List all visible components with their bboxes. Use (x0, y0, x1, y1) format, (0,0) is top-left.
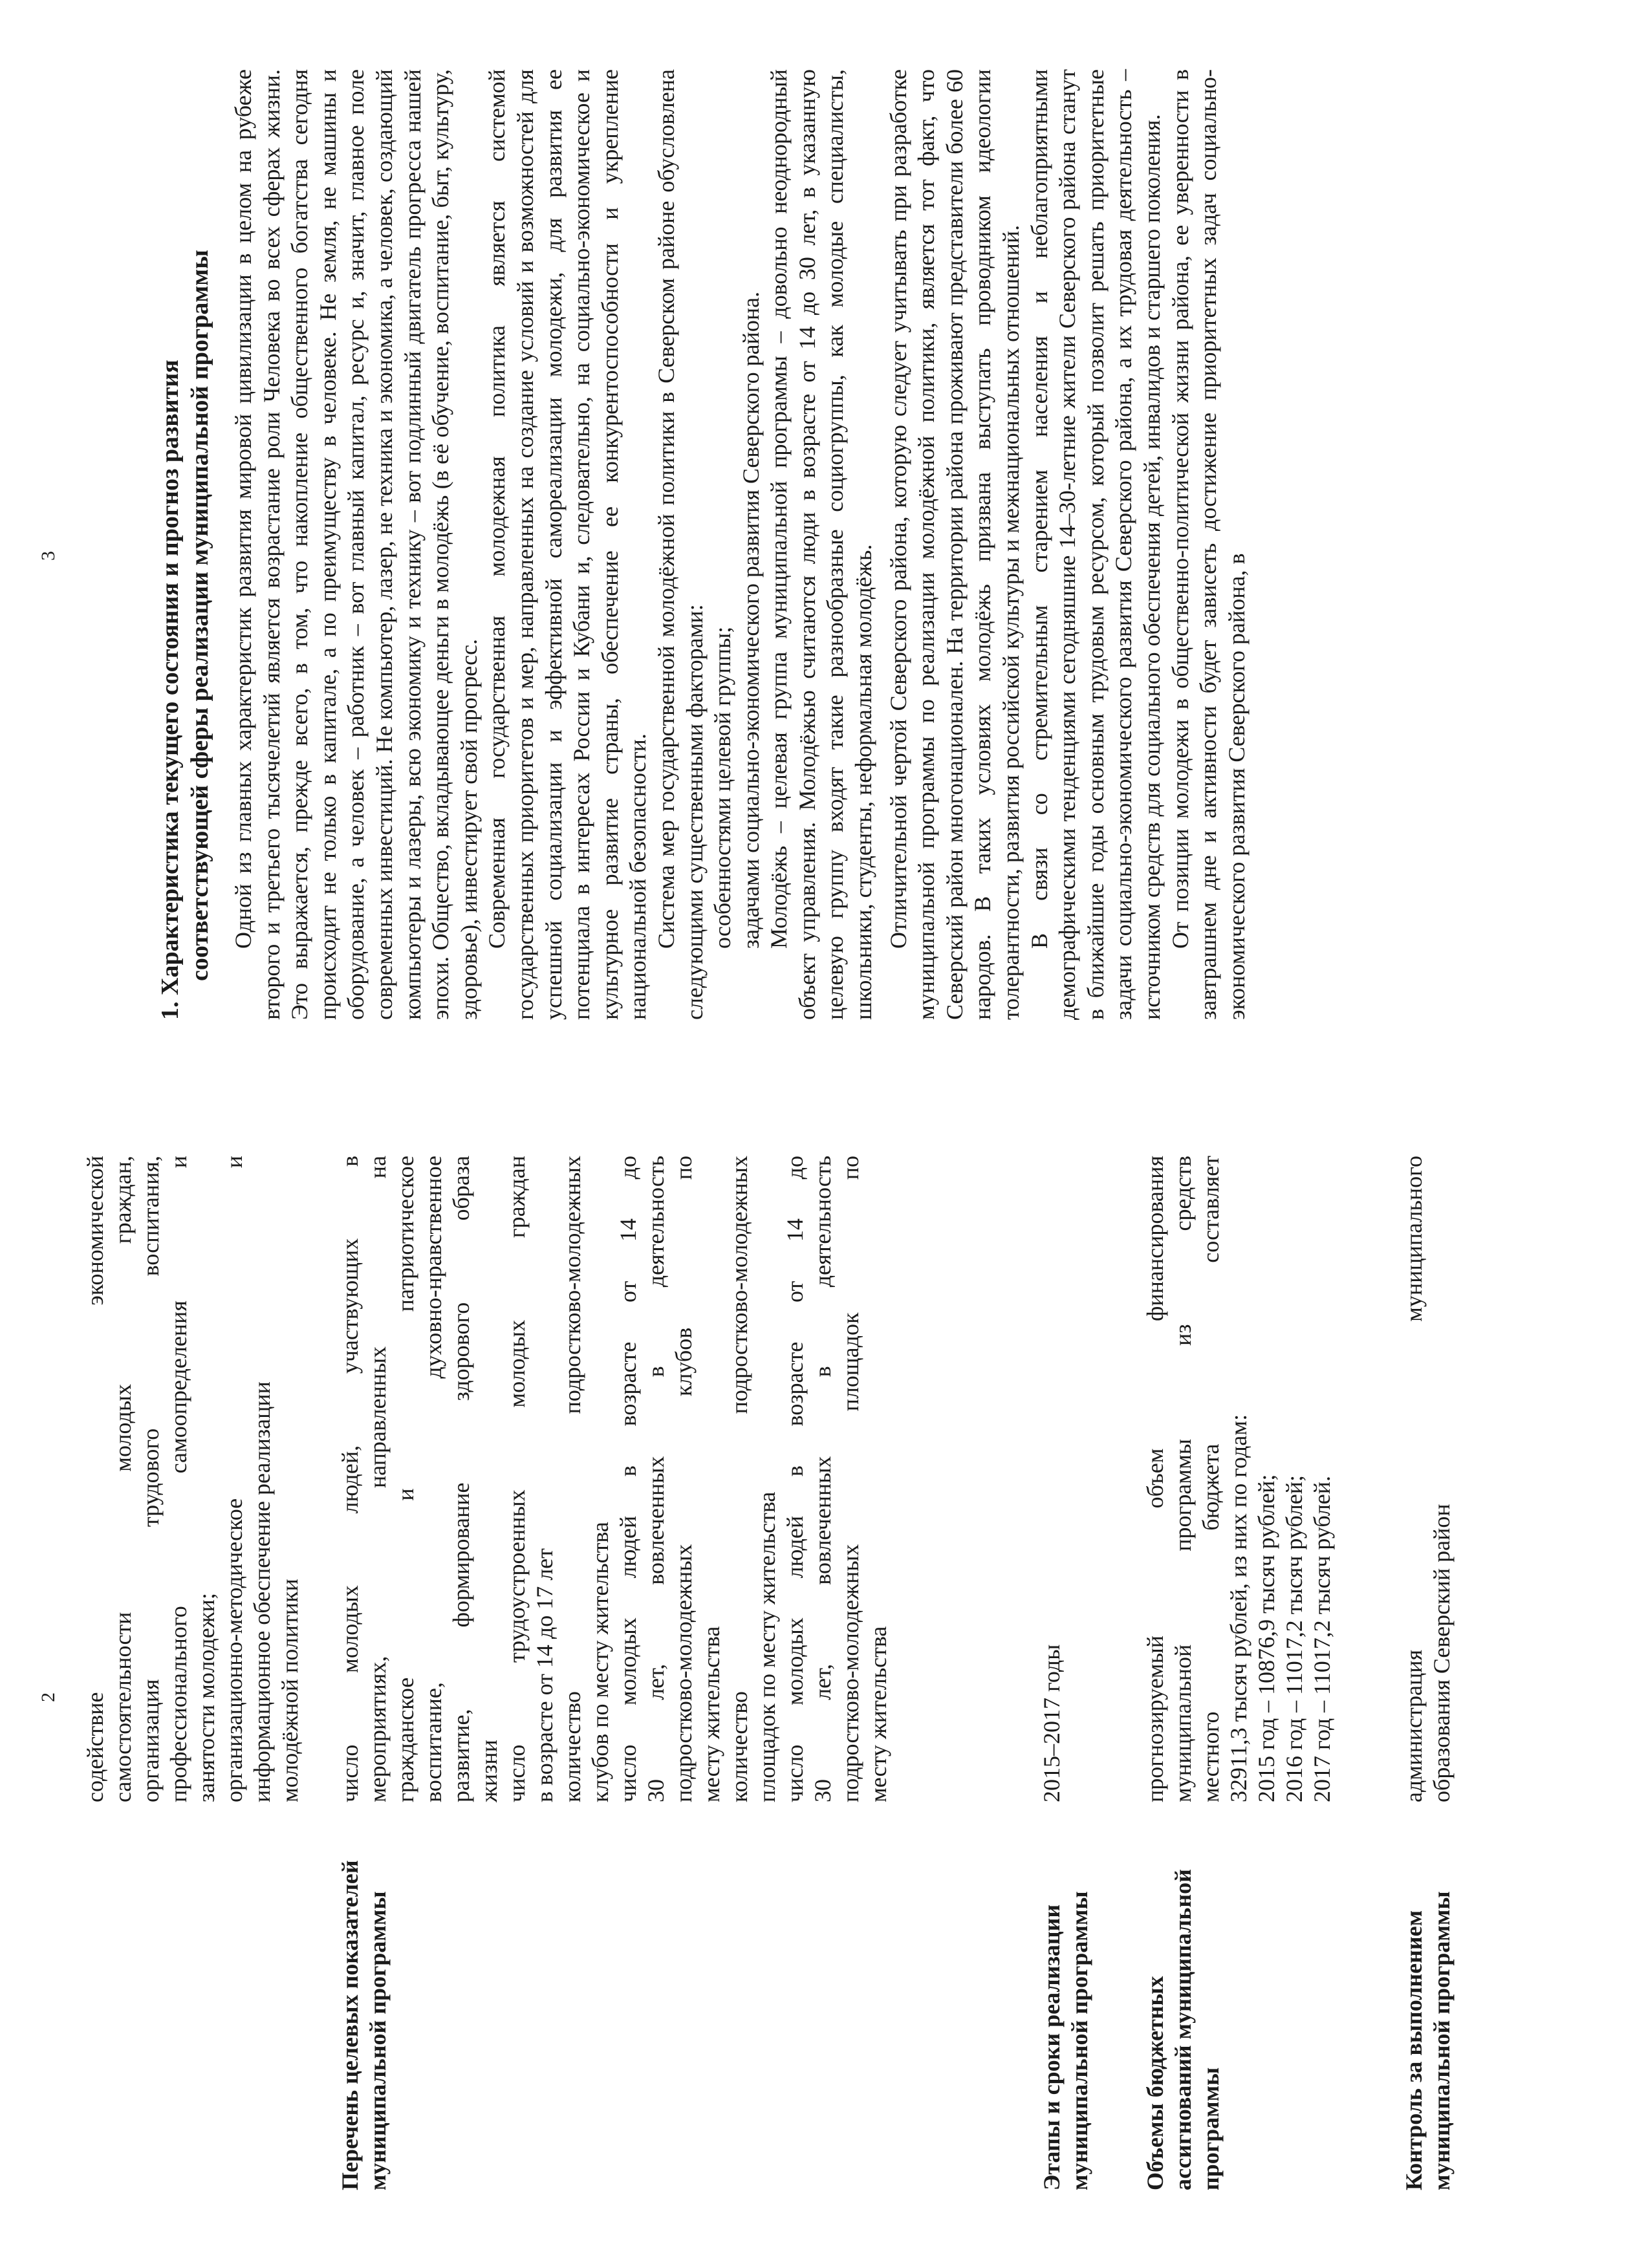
value-line: 30 лет, вовлеченных в деятельность (643, 1156, 669, 1802)
section-title-line: 1. Характеристика текущего состояния и прогноз развития (157, 360, 184, 1020)
paragraph: От позиции молодежи в общественно-политической жизни района, ее уверенности в завтрашнем дне и активности будет зависеть достижение приоритетных задач социально-экономического развития Северского района, в (1167, 69, 1250, 1020)
list-item: задачами социально-экономического развития Северского района. (737, 291, 764, 949)
section-body (230, 69, 1251, 1020)
value-line: муниципальной программы из средств (1170, 1156, 1196, 1802)
paragraph: В связи со стремительным старением населения и неблагоприятными демографическими тенденциями сегодняшние 14–30-летние жители Северского района станут в ближайшие годы основным трудовым ресурсом, который позволит решать приоритетные задачи социально-экономического развития Северского района, а их трудовая деятельность – источником средств для социального обеспечения детей, инвалидов и старшего поколения. (1026, 69, 1165, 1020)
page-number-left: 2 (38, 1692, 59, 1702)
value-line: клубов по месту жительства (587, 1522, 613, 1802)
value-line: мероприятиях, направленных на (365, 1156, 391, 1802)
passport-row-label: Контроль за выполнением муниципальной программы (1401, 1891, 1455, 2190)
section-title-line: соответствующей сферы реализации муниципальной программы (186, 250, 213, 981)
value-line: самостоятельности молодых граждан, (110, 1156, 136, 1802)
passport-row-value (1142, 1156, 1336, 1802)
value-line: месту жительства (865, 1626, 891, 1802)
value-line: число молодых людей, участвующих в (337, 1156, 363, 1802)
value-line: число молодых людей в возрасте от 14 до (615, 1156, 641, 1802)
paragraph: Молодёжь – целевая группа муниципальной программы – довольно неоднородный объект управления. Молодёжью считаются люди в возрасте от 14 до 30 лет, в указанную целевую группу входят такие разнообразные социогруппы, как молодые специалисты, школьники, студенты, неформальная молодёжь. (766, 69, 877, 1020)
value-line: количество подростково-молодежных (726, 1156, 752, 1802)
value-line: 2016 год – 11017,2 тысяч рублей; (1281, 1474, 1307, 1802)
section-title (155, 89, 215, 1020)
value-line: подростково-молодежных клубов по (671, 1156, 697, 1802)
value-line: 2015–2017 годы (1039, 1644, 1065, 1802)
passport-row-label: Перечень целевых показателей муниципальной программы (337, 1860, 391, 2190)
value-line: администрация муниципального (1401, 1156, 1427, 1802)
paragraph: Отличительной чертой Северского района, которую следует учитывать при разработке муниципальной программы по реализации молодёжной политики, является тот факт, что Северский район многонационален. На территории района проживают представители более 60 народов. В таких условиях молодёжь призвана выступать проводником идеологии толерантности, развития российской культуры и межнациональных отношений. (885, 69, 1024, 1020)
page-number-right: 3 (38, 551, 59, 561)
value-line: 30 лет, вовлеченных в деятельность (810, 1156, 836, 1802)
passport-row-label: Объемы бюджетных ассигнований муниципальной программы (1142, 1869, 1224, 2190)
passport-row-value (1400, 1156, 1456, 1802)
value-line: количество подростково-молодежных (559, 1156, 585, 1802)
value-line: в возрасте от 14 до 17 лет (532, 1548, 558, 1802)
value-line: организация трудового воспитания, (138, 1156, 164, 1802)
paragraph: Одной из главных характеристик развития мировой цивилизации в целом на рубеже второго и третьего тысячелетий является возрастание роли Человека во всех сферах жизни. Это выражается, прежде всего, в том, что накопление общественного богатства сегодня происходит не только в капитале, а по преимуществу в человеке. Не земля, не машины и оборудование, а человек – работник – вот главный капитал, ресурс и, значит, главное поле современных инвестиций. Не компьютер, лазер, не техника и экономика, а человек, создающий компьютеры и лазеры, всю экономику и технику – вот подлинный двигатель прогресса нашей эпохи. Общество, вкладывающее деньги в молодёжь (в её обучение, воспитание, быт, культуру, здоровье), инвестирует свой прогресс. (230, 69, 482, 1020)
paragraph: Современная государственная молодежная политика является системой государственных приоритетов и мер, направленных на создание условий и возможностей для успешной социализации и эффективной самореализации молодежи, для развития ее потенциала в интересах России и Кубани и, следовательно, на социально-экономическое и культурное развитие страны, обеспечение ее конкурентоспособности и укрепление национальной безопасности. (484, 69, 651, 1020)
passport-row-label: Этапы и сроки реализации муниципальной программы (1039, 1891, 1092, 2190)
value-line: 2017 год – 11017,2 тысяч рублей. (1309, 1475, 1335, 1802)
value-line: молодёжной политики (277, 1579, 303, 1802)
value-line: организационно-методическое и (221, 1156, 247, 1802)
paragraph: Система мер государственной молодёжной политики в Северском районе обусловлена следующими существенными факторами: (653, 69, 708, 1020)
value-line: местного бюджета составляет (1198, 1156, 1224, 1802)
value-line: профессионального самоопределения и (166, 1156, 191, 1802)
value-line: 2015 год – 10876,9 тысяч рублей; (1253, 1474, 1279, 1802)
passport-row-value (1038, 1156, 1066, 1802)
value-line: жизни (476, 1740, 502, 1802)
value-line: развитие, формирование здорового образа (448, 1156, 474, 1802)
value-line: информационное обеспечение реализации (249, 1381, 275, 1802)
value-line: площадок по месту жительства (754, 1491, 780, 1802)
value-line: образования Северский район (1429, 1504, 1455, 1802)
value-line: число молодых людей в возрасте от 14 до (782, 1156, 808, 1802)
value-line: прогнозируемый объем финансирования (1142, 1156, 1168, 1802)
passport-row-value (81, 1156, 304, 1802)
value-line: подростково-молодежных площадок по (838, 1156, 863, 1802)
value-line: занятости молодежи; (193, 1593, 219, 1802)
value-line: гражданское и патриотическое (393, 1156, 418, 1802)
passport-row-value (336, 1156, 893, 1802)
value-line: воспитание, духовно-нравственное (420, 1156, 446, 1802)
value-line: месту жительства (698, 1626, 724, 1802)
list-item: особенностями целевой группы; (709, 626, 736, 949)
value-line: число трудоустроенных молодых граждан (504, 1156, 530, 1802)
value-line: 32911,3 тысяч рублей, из них по годам: (1226, 1414, 1251, 1802)
value-line: содействие экономической (82, 1156, 108, 1802)
